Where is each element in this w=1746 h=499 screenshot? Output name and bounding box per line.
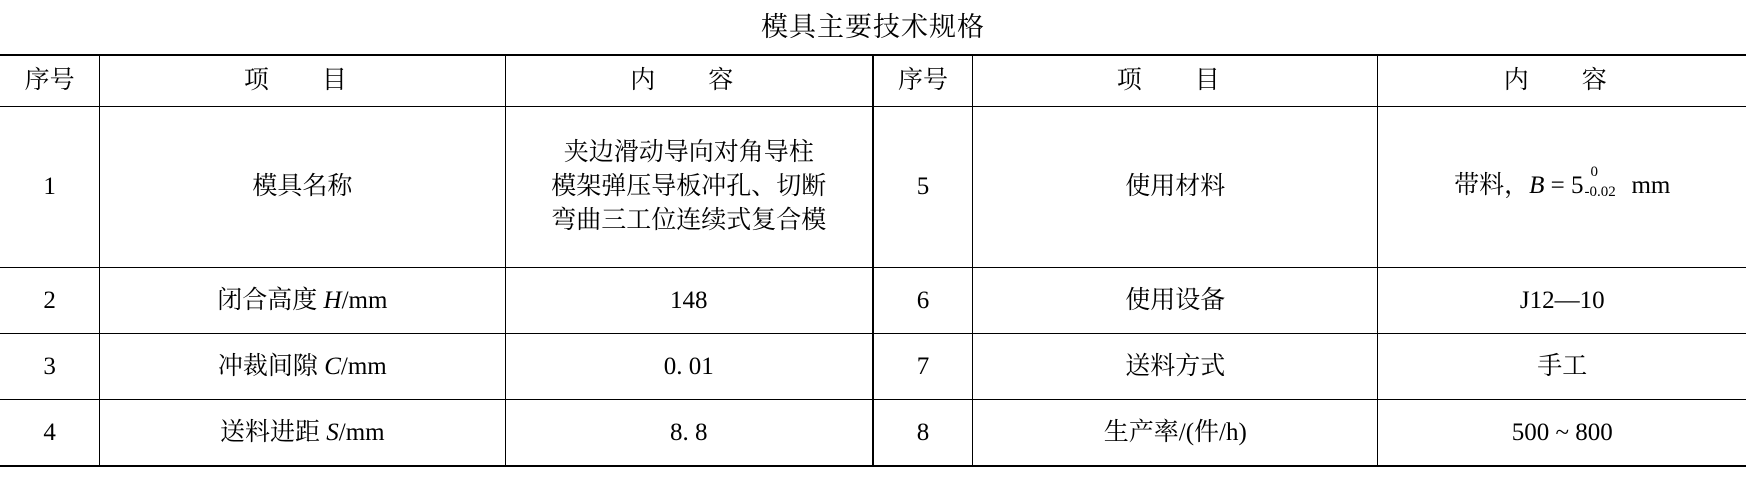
row5-content-symbol: B <box>1529 172 1545 200</box>
row7-no: 7 <box>873 334 973 400</box>
row6-content: J12—10 <box>1378 268 1746 334</box>
header-no-left: 序号 <box>0 55 100 107</box>
row5-item: 使用材料 <box>973 107 1378 268</box>
tolerance-upper: 0 <box>1590 163 1598 180</box>
row1-no: 1 <box>0 107 100 268</box>
row2-content: 148 <box>505 268 873 334</box>
header-content-right: 内 容 <box>1378 55 1746 107</box>
row4-no: 4 <box>0 400 100 467</box>
row4-item-text: 送料进距 <box>220 418 327 446</box>
row3-item-unit: /mm <box>340 352 387 380</box>
row4-content: 8. 8 <box>505 400 873 467</box>
row3-item <box>100 334 505 400</box>
row8-no: 8 <box>873 400 973 467</box>
row7-content: 手工 <box>1378 334 1746 400</box>
row5-content-eq: = 5 <box>1544 172 1584 200</box>
row4-item-symbol: S <box>326 418 339 446</box>
row4-item-unit: /mm <box>338 418 385 446</box>
row2-no: 2 <box>0 268 100 334</box>
row3-no: 3 <box>0 334 100 400</box>
row1-content-line1: 夹边滑动导向对角导柱 <box>563 139 814 166</box>
table-row <box>0 107 1746 268</box>
row6-item: 使用设备 <box>973 268 1378 334</box>
row6-no: 6 <box>873 268 973 334</box>
row1-content-line2: 模架弹压导板冲孔、切断 <box>551 173 827 200</box>
row5-content <box>1378 107 1746 268</box>
row1-item: 模具名称 <box>100 107 505 268</box>
table-row <box>0 268 1746 334</box>
row8-content: 500 ~ 800 <box>1378 400 1746 467</box>
header-item-right: 项 目 <box>973 55 1378 107</box>
row3-item-text: 冲裁间隙 <box>217 352 325 380</box>
row1-content <box>505 107 873 268</box>
row5-content-unit: mm <box>1631 172 1671 200</box>
row2-item-symbol: H <box>323 286 342 314</box>
table-header-row <box>0 55 1746 107</box>
row8-item: 生产率/(件/h) <box>973 400 1378 467</box>
header-content-left: 内 容 <box>505 55 873 107</box>
tolerance-stack <box>1584 163 1630 205</box>
row2-item-unit: /mm <box>341 286 388 314</box>
row2-item <box>100 268 505 334</box>
row4-item <box>100 400 505 467</box>
row3-item-symbol: C <box>324 352 341 380</box>
row1-content-line3: 弯曲三工位连续式复合模 <box>551 207 827 234</box>
row3-content: 0. 01 <box>505 334 873 400</box>
spec-table <box>0 54 1746 467</box>
header-item-left: 项 目 <box>100 55 505 107</box>
row5-no: 5 <box>873 107 973 268</box>
row2-item-text: 闭合高度 <box>217 286 324 314</box>
table-row <box>0 334 1746 400</box>
row7-item: 送料方式 <box>973 334 1378 400</box>
page-title: 模具主要技术规格 <box>761 12 985 42</box>
header-no-right: 序号 <box>873 55 973 107</box>
row5-content-prefix: 带料， <box>1454 172 1530 200</box>
tolerance-lower: -0.02 <box>1584 183 1616 200</box>
table-row <box>0 400 1746 467</box>
